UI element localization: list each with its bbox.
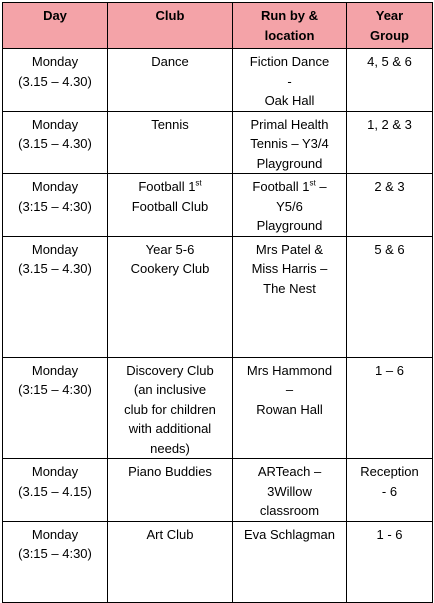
year-group-cell: 1, 2 & 3 xyxy=(347,111,433,174)
day-cell: Monday (3.15 – 4.15) xyxy=(3,459,108,522)
run-by-cell: Football 1st – Y5/6 Playground xyxy=(233,174,347,237)
day-cell: Monday (3.15 – 4.30) xyxy=(3,236,108,357)
header-run-by-location: Run by & location xyxy=(233,3,347,49)
run-by-cell: Mrs Patel & Miss Harris – The Nest xyxy=(233,236,347,357)
table-row xyxy=(3,111,433,174)
header-row xyxy=(3,3,433,49)
day-cell: Monday (3.15 – 4.30) xyxy=(3,49,108,112)
day-cell: Monday (3:15 – 4:30) xyxy=(3,521,108,602)
day-cell: Monday (3.15 – 4.30) xyxy=(3,111,108,174)
run-by-cell: Mrs Hammond – Rowan Hall xyxy=(233,357,347,459)
header-year-group: Year Group xyxy=(347,3,433,49)
table-row xyxy=(3,357,433,459)
club-cell: Tennis xyxy=(108,111,233,174)
table-row xyxy=(3,174,433,237)
club-cell: Piano Buddies xyxy=(108,459,233,522)
club-cell: Dance xyxy=(108,49,233,112)
table-row xyxy=(3,459,433,522)
year-group-cell: 1 - 6 xyxy=(347,521,433,602)
year-group-cell: 5 & 6 xyxy=(347,236,433,357)
year-group-cell: 2 & 3 xyxy=(347,174,433,237)
table-row xyxy=(3,521,433,602)
year-group-cell: 1 – 6 xyxy=(347,357,433,459)
year-group-cell: 4, 5 & 6 xyxy=(347,49,433,112)
day-cell: Monday (3:15 – 4:30) xyxy=(3,174,108,237)
clubs-table xyxy=(2,2,433,603)
header-club: Club xyxy=(108,3,233,49)
run-by-cell: Fiction Dance - Oak Hall xyxy=(233,49,347,112)
club-cell: Year 5-6 Cookery Club xyxy=(108,236,233,357)
run-by-cell: Primal Health Tennis – Y3/4 Playground xyxy=(233,111,347,174)
day-cell: Monday (3:15 – 4:30) xyxy=(3,357,108,459)
table-row xyxy=(3,236,433,357)
table-row xyxy=(3,49,433,112)
club-cell: Football 1st Football Club xyxy=(108,174,233,237)
run-by-cell: Eva Schlagman xyxy=(233,521,347,602)
year-group-cell: Reception - 6 xyxy=(347,459,433,522)
club-cell: Art Club xyxy=(108,521,233,602)
run-by-cell: ARTeach – 3Willow classroom xyxy=(233,459,347,522)
header-day: Day xyxy=(3,3,108,49)
club-cell: Discovery Club (an inclusive club for children with additional needs) xyxy=(108,357,233,459)
